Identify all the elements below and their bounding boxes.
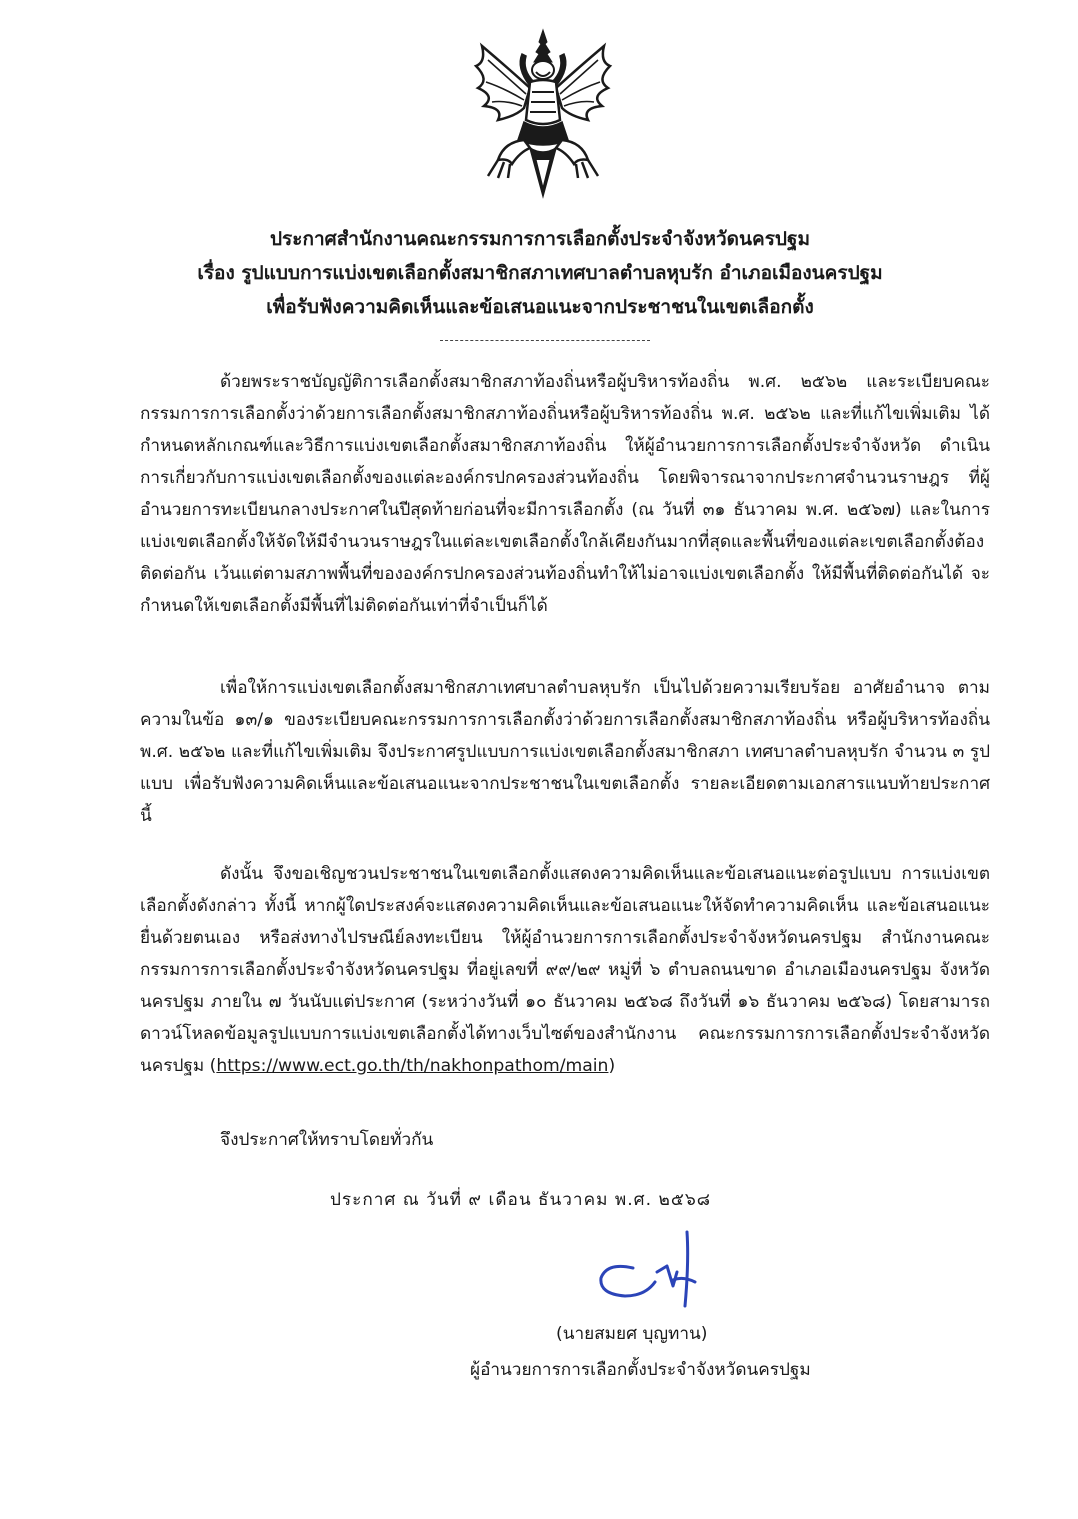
announcement-subject: เรื่อง รูปแบบการแบ่งเขตเลือกตั้งสมาชิกสภาเทศบาลตำบลหุบรัก อำเภอเมืองนครปฐม [197,262,883,284]
announcement-title: ประกาศสำนักงานคณะกรรมการการเลือกตั้งประจำจังหวัดนครปฐม [270,228,810,250]
body-paragraph-3 [140,858,990,1082]
body-paragraph-3-text: ดังนั้น จึงขอเชิญชวนประชาชนในเขตเลือกตั้งแสดงความคิดเห็นและข้อเสนอแนะต่อรูปแบบ การแบ่งเขตเลือกตั้งดังกล่าว ทั้งนี้ หากผู้ใดประสงค์จะแสดงความคิดเห็นและข้อเสนอแนะให้จัดทำความคิดเห็น และข้อเสนอแนะยื่นด้วยตนเอง หรือส่งทางไปรษณีย์ลงทะเบียน ให้ผู้อำนวยการการเลือกตั้งประจำจังหวัดนครปฐม สำนักงานคณะกรรมการการเลือกตั้งประจำจังหวัดนครปฐม ที่อยู่เลขที่ ๙๙/๒๙ หมู่ที่ ๖ ตำบลถนนขาด อำเภอเมืองนครปฐม จังหวัดนครปฐม ภายใน ๗ วันนับแต่ประกาศ (ระหว่างวันที่ ๑๐ ธันวาคม ๒๕๖๘ ถึงวันที่ ๑๖ ธันวาคม ๒๕๖๘) โดยสามารถดาวน์โหลดข้อมูลรูปแบบการแบ่งเขตเลือกตั้งได้ทางเว็บไซต์ของสำนักงาน คณะกรรมการการเลือกตั้งประจำจังหวัดนครปฐม ( [140,864,990,1076]
signer-title: ผู้อำนวยการการเลือกตั้งประจำจังหวัดนครปฐม [470,1360,811,1380]
title-divider [440,340,650,341]
body-paragraph-2: เพื่อให้การแบ่งเขตเลือกตั้งสมาชิกสภาเทศบาลตำบลหุบรัก เป็นไปด้วยความเรียบร้อย อาศัยอำนาจ ตามความในข้อ ๑๓/๑ ของระเบียบคณะกรรมการการเลือกตั้งว่าด้วยการเลือกตั้งสมาชิกสภาท้องถิ่น หรือผู้บริหารท้องถิ่น พ.ศ. ๒๕๖๒ และที่แก้ไขเพิ่มเติม จึงประกาศรูปแบบการแบ่งเขตเลือกตั้งสมาชิกสภา เทศบาลตำบลหุบรัก จำนวน ๓ รูปแบบ เพื่อรับฟังความคิดเห็นและข้อเสนอแนะจากประชาชนในเขตเลือกตั้ง รายละเอียดตามเอกสารแนบท้ายประกาศนี้ [140,678,990,826]
announcement-closing: จึงประกาศให้ทราบโดยทั่วกัน [220,1130,434,1150]
handwritten-signature [585,1222,725,1312]
signer-name: (นายสมยศ บุญทาน) [556,1324,708,1344]
body-paragraph-1: ด้วยพระราชบัญญัติการเลือกตั้งสมาชิกสภาท้องถิ่นหรือผู้บริหารท้องถิ่น พ.ศ. ๒๕๖๒ และระเบียบคณะกรรมการการเลือกตั้งว่าด้วยการเลือกตั้งสมาชิกสภาท้องถิ่นหรือผู้บริหารท้องถิ่น พ.ศ. ๒๕๖๒ และที่แก้ไขเพิ่มเติม ได้กำหนดหลักเกณฑ์และวิธีการแบ่งเขตเลือกตั้งสมาชิกสภาท้องถิ่น ให้ผู้อำนวยการการเลือกตั้งประจำจังหวัด ดำเนินการเกี่ยวกับการแบ่งเขตเลือกตั้งของแต่ละองค์กรปกครองส่วนท้องถิ่น โดยพิจารณาจากประกาศจำนวนราษฎร ที่ผู้อำนวยการทะเบียนกลางประกาศในปีสุดท้ายก่อนที่จะมีการเลือกตั้ง (ณ วันที่ ๓๑ ธันวาคม พ.ศ. ๒๕๖๗) และในการแบ่งเขตเลือกตั้งให้จัดให้มีจำนวนราษฎรในแต่ละเขตเลือกตั้งใกล้เคียงกันมากที่สุดและพื้นที่ของแต่ละเขตเลือกตั้งต้องติดต่อกัน เว้นแต่ตามสภาพพื้นที่ขององค์กรปกครองส่วนท้องถิ่นทำให้ไม่อาจแบ่งเขตเลือกตั้ง ให้มีพื้นที่ติดต่อกันได้ จะกำหนดให้เขตเลือกตั้งมีพื้นที่ไม่ติดต่อกันเท่าที่จำเป็นก็ได้ [140,372,990,616]
announcement-date: ประกาศ ณ วันที่ ๙ เดือน ธันวาคม พ.ศ. ๒๕๖๘ [330,1190,712,1210]
garuda-emblem-icon [468,28,618,203]
body-paragraph-3-end: ) [608,1056,616,1076]
announcement-purpose: เพื่อรับฟังความคิดเห็นและข้อเสนอแนะจากประชาชนในเขตเลือกตั้ง [266,296,814,318]
ect-website-link[interactable]: https://www.ect.go.th/th/nakhonpathom/main [216,1056,609,1076]
